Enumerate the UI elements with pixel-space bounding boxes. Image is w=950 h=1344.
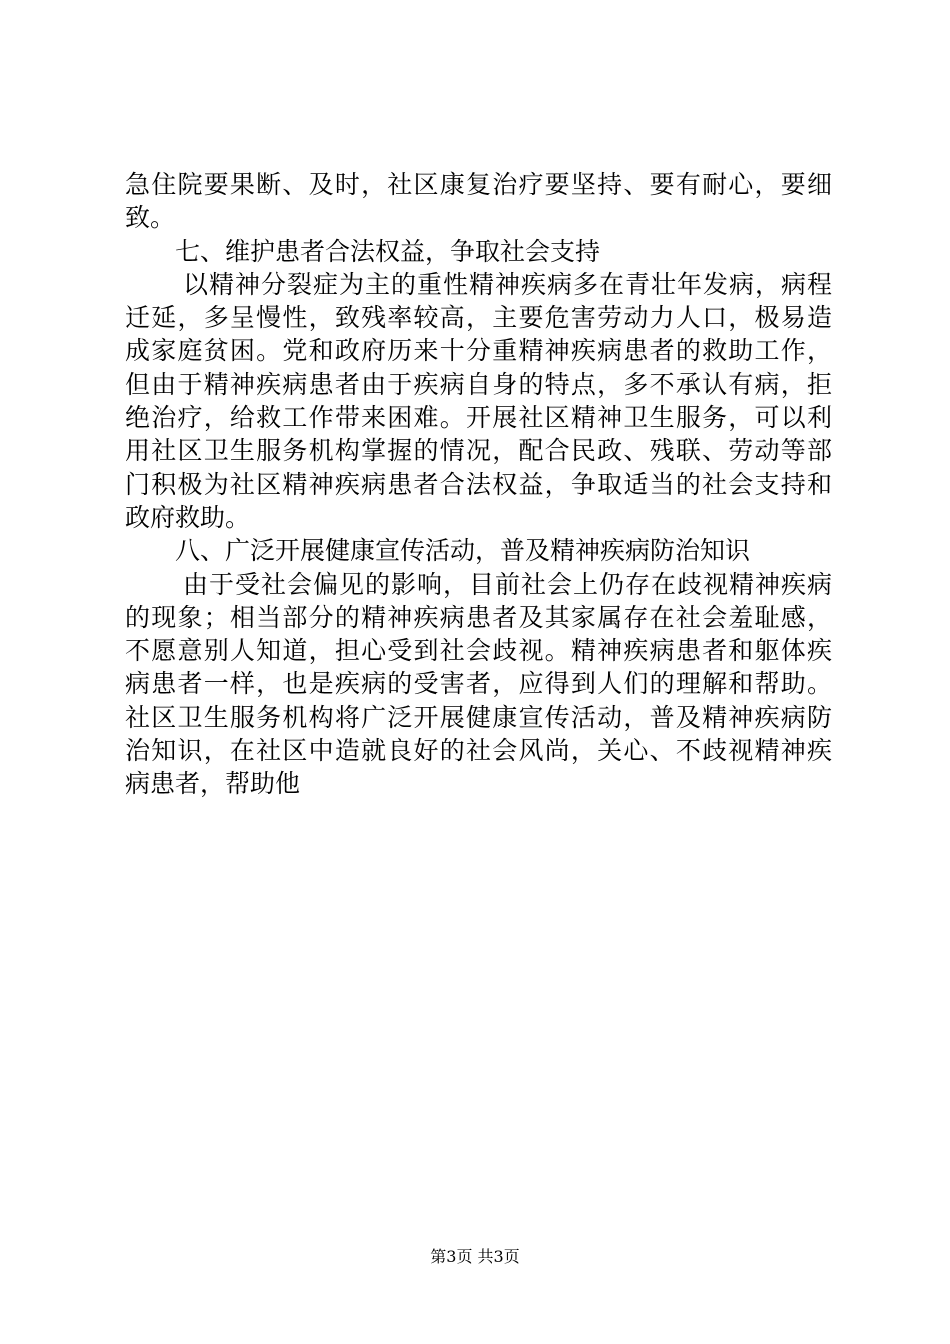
paragraph-line: 治知识，在社区中造就良好的社会风尚，关心、不歧视精神疾 — [125, 736, 832, 766]
paragraph-line: 不愿意别人知道，担心受到社会歧视。精神疾病患者和躯体疾 — [125, 636, 832, 666]
paragraph-line: 由于受社会偏见的影响，目前社会上仍存在歧视精神疾病 — [183, 569, 832, 599]
paragraph-line: 用社区卫生服务机构掌握的情况，配合民政、残联、劳动等部 — [125, 436, 832, 466]
paragraph-line: 急住院要果断、及时，社区康复治疗要坚持、要有耐心，要细 — [125, 170, 832, 199]
section-heading: 八、广泛开展健康宣传活动，普及精神疾病防治知识 — [175, 536, 751, 566]
paragraph-line: 病患者一样，也是疾病的受害者，应得到人们的理解和帮助。 — [125, 669, 832, 699]
document-body — [125, 168, 832, 801]
paragraph-line: 成家庭贫困。党和政府历来十分重精神疾病患者的救助工作， — [125, 336, 832, 366]
paragraph-line: 病患者，帮助他 — [125, 769, 301, 799]
paragraph-line: 迁延，多呈慢性，致残率较高，主要危害劳动力人口，极易造 — [125, 303, 832, 333]
paragraph-line: 的现象；相当部分的精神疾病患者及其家属存在社会羞耻感， — [125, 602, 832, 632]
paragraph-line: 但由于精神疾病患者由于疾病自身的特点，多不承认有病，拒 — [125, 369, 832, 399]
paragraph-line: 门积极为社区精神疾病患者合法权益，争取适当的社会支持和 — [125, 469, 832, 499]
paragraph-line: 政府救助。 — [125, 502, 251, 532]
page-number-label: 第3页 共3页 — [430, 1247, 520, 1266]
paragraph-line: 以精神分裂症为主的重性精神疾病多在青壮年发病，病程 — [183, 269, 832, 299]
section-heading: 七、维护患者合法权益，争取社会支持 — [175, 236, 601, 266]
paragraph-line: 绝治疗，给救工作带来困难。开展社区精神卫生服务，可以利 — [125, 403, 832, 433]
paragraph-line: 致。 — [125, 203, 176, 233]
paragraph-line: 社区卫生服务机构将广泛开展健康宣传活动，普及精神疾病防 — [125, 702, 832, 732]
page-footer — [0, 1244, 950, 1267]
